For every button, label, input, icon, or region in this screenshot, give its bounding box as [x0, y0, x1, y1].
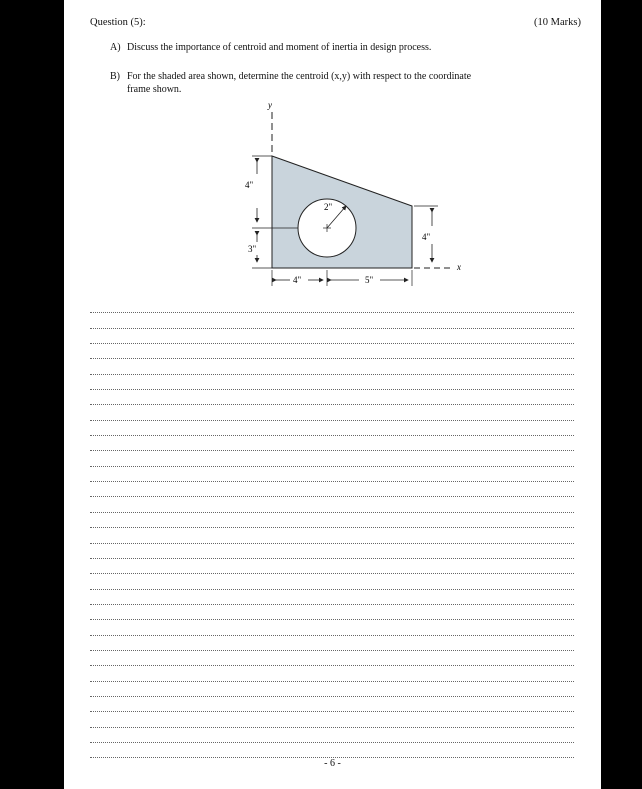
part-a-text: Discuss the importance of centroid and moment of inertia in design process.	[127, 42, 432, 53]
answer-line[interactable]	[90, 298, 574, 313]
y-axis-label: y	[268, 100, 272, 110]
part-a	[110, 42, 431, 53]
answer-line[interactable]	[90, 390, 574, 405]
answer-line[interactable]	[90, 712, 574, 727]
part-b-text-line1: For the shaded area shown, determine the centroid (x,y) with respect to the coordinate	[127, 71, 472, 82]
answer-line[interactable]	[90, 743, 574, 758]
answer-line[interactable]	[90, 329, 574, 344]
exam-page	[64, 0, 601, 789]
answer-line[interactable]	[90, 482, 574, 497]
shaded-region	[272, 156, 412, 268]
part-b-text-line2: frame shown.	[127, 84, 182, 95]
answer-line[interactable]	[90, 559, 574, 574]
dim-left-bottom: 3"	[248, 244, 257, 254]
answer-line[interactable]	[90, 605, 574, 620]
answer-line[interactable]	[90, 451, 574, 466]
answer-line[interactable]	[90, 467, 574, 482]
dim-bottom-left: 4"	[293, 275, 302, 285]
shaded-area-figure	[214, 98, 474, 293]
part-b-label: B)	[110, 71, 120, 82]
answer-line[interactable]	[90, 728, 574, 743]
question-marks: (10 Marks)	[534, 17, 581, 28]
answer-line[interactable]	[90, 636, 574, 651]
x-axis-label: x	[457, 262, 461, 272]
answer-line[interactable]	[90, 682, 574, 697]
answer-line[interactable]	[90, 313, 574, 328]
dim-left-top: 4"	[245, 180, 254, 190]
answer-line[interactable]	[90, 421, 574, 436]
answer-line[interactable]	[90, 513, 574, 528]
part-b	[110, 70, 578, 96]
part-a-label: A)	[110, 42, 121, 53]
answer-line[interactable]	[90, 405, 574, 420]
answer-line[interactable]	[90, 544, 574, 559]
answer-lines[interactable]	[90, 298, 574, 758]
answer-line[interactable]	[90, 528, 574, 543]
answer-line[interactable]	[90, 574, 574, 589]
answer-line[interactable]	[90, 497, 574, 512]
answer-line[interactable]	[90, 651, 574, 666]
dim-radius: 2"	[324, 202, 333, 212]
page-number: - 6 -	[324, 758, 341, 769]
answer-line[interactable]	[90, 697, 574, 712]
answer-line[interactable]	[90, 590, 574, 605]
question-header	[90, 17, 581, 28]
dim-bottom-right: 5"	[365, 275, 374, 285]
question-title: Question (5):	[90, 17, 146, 28]
answer-line[interactable]	[90, 359, 574, 374]
dim-right: 4"	[422, 232, 431, 242]
answer-line[interactable]	[90, 436, 574, 451]
answer-line[interactable]	[90, 375, 574, 390]
answer-line[interactable]	[90, 620, 574, 635]
answer-line[interactable]	[90, 344, 574, 359]
answer-line[interactable]	[90, 666, 574, 681]
